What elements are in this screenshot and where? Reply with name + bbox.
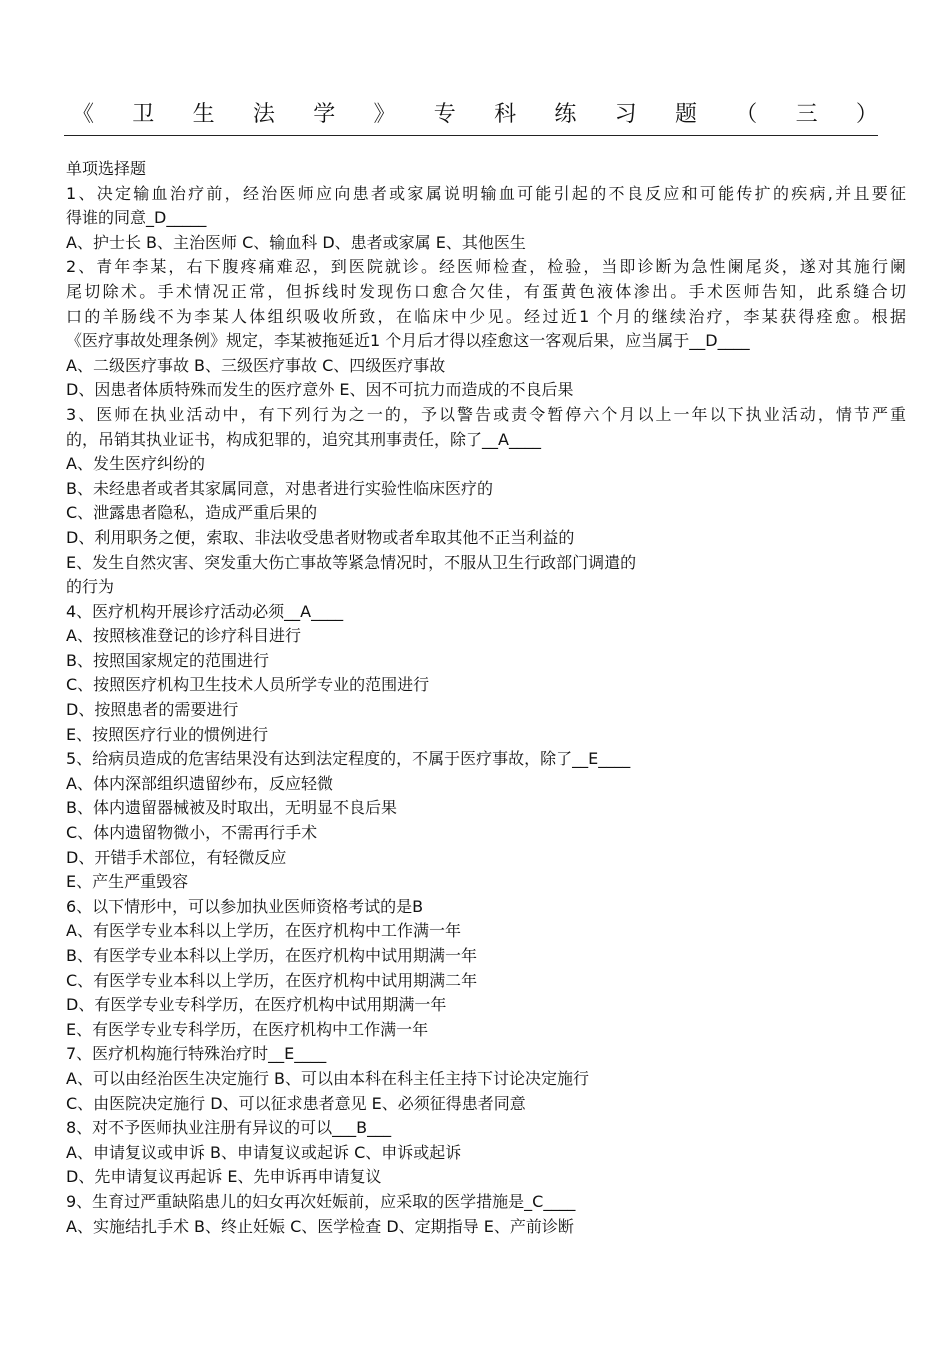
answer-option: D、按照患者的需要进行: [66, 700, 239, 720]
answer-options: A、护士长 B、主治医师 C、输血科 D、患者或家属 E、其他医生: [66, 232, 526, 252]
title-char: 《: [72, 101, 95, 127]
title-char: 三: [795, 101, 818, 127]
title-char: 科: [494, 101, 517, 127]
answer-option: E、有医学专业专科学历，在医疗机构中工作满一年: [66, 1019, 429, 1039]
question-text: 9、生育过严重缺陷患儿的妇女再次妊娠前，应采取的医学措施是_C____: [66, 1191, 576, 1211]
title-char: （: [735, 101, 758, 127]
answer-options: A、申请复议或申诉 B、申请复议或起诉 C、申诉或起诉: [66, 1142, 462, 1162]
document-title: [72, 96, 878, 128]
question-text: 4、医疗机构开展诊疗活动必须__A____: [66, 601, 344, 621]
title-char: 生: [192, 101, 215, 127]
answer-option: E、产生严重毁容: [66, 872, 189, 892]
answer-option: C、体内遗留物微小，不需再行手术: [66, 823, 318, 843]
answer-option: E、发生自然灾害、突发重大伤亡事故等紧急情况时，不服从卫生行政部门调遣的: [66, 552, 637, 572]
question-text: 6、以下情形中，可以参加执业医师资格考试的是B: [66, 896, 424, 916]
document-body: [66, 157, 906, 1239]
title-char: 法: [252, 101, 275, 127]
answer-option: D、利用职务之便，索取、非法收受患者财物或者牟取其他不正当利益的: [66, 527, 575, 547]
title-divider: [64, 135, 878, 136]
question-text: 《医疗事故处理条例》规定，李某被拖延近1 个月后才得以痊愈这一客观后果，应当属于__D____: [66, 331, 750, 351]
answer-option: A、体内深部组织遗留纱布，反应轻微: [66, 773, 333, 793]
answer-option: B、按照国家规定的范围进行: [66, 650, 269, 670]
answer-option: C、按照医疗机构卫生技术人员所学专业的范围进行: [66, 675, 430, 695]
answer-option: B、有医学专业本科以上学历，在医疗机构中试用期满一年: [66, 946, 477, 965]
answer-options: A、二级医疗事故 B、三级医疗事故 C、四级医疗事故: [66, 355, 446, 375]
answer-option: D、开错手术部位，有轻微反应: [66, 847, 287, 867]
section-heading: 单项选择题: [66, 159, 147, 178]
title-char: ）: [855, 101, 878, 127]
answer-option: C、泄露患者隐私，造成严重后果的: [66, 503, 318, 523]
question-text: 的，吊销其执业证书，构成犯罪的，追究其刑事责任，除了__A____: [66, 429, 541, 449]
question-text: 尾切除术。手术情况正常，但拆线时发现伤口愈合欠佳，有蛋黄色液体渗出。手术医师告知，此系缝合切: [66, 281, 906, 301]
answer-option: D、有医学专业专科学历，在医疗机构中试用期满一年: [66, 995, 447, 1015]
answer-option-continuation: 的行为: [66, 577, 115, 597]
answer-options: C、由医院决定施行 D、可以征求患者意见 E、必须征得患者同意: [66, 1093, 526, 1113]
question-text: 7、医疗机构施行特殊治疗时__E____: [66, 1044, 327, 1064]
answer-options: A、可以由经治医生决定施行 B、可以由本科在科主任主持下讨论决定施行: [66, 1068, 590, 1088]
question-text: 2、青年李某，右下腹疼痛难忍，到医院就诊。经医师检查，检验，当即诊断为急性阑尾炎，遂对其施行阑: [66, 257, 906, 277]
question-text: 8、对不予医师执业注册有异议的可以___B___: [66, 1118, 392, 1138]
answer-option: A、按照核准登记的诊疗科目进行: [66, 626, 301, 646]
title-char: 题: [674, 101, 697, 127]
answer-option: A、有医学专业本科以上学历，在医疗机构中工作满一年: [66, 921, 461, 941]
answer-option: B、体内遗留器械被及时取出，无明显不良后果: [66, 798, 397, 818]
answer-option: A、发生医疗纠纷的: [66, 454, 205, 474]
title-char: 练: [554, 101, 577, 127]
answer-option: E、按照医疗行业的惯例进行: [66, 724, 269, 744]
question-text: 口的羊肠线不为李某人体组织吸收所致，在临床中少见。经过近1 个月的继续治疗，李某获得痊愈。根据: [66, 306, 906, 326]
question-text: 3、医师在执业活动中，有下列行为之一的，予以警告或责令暂停六个月以上一年以下执业活动，情节严重: [66, 404, 906, 424]
question-text: 5、给病员造成的危害结果没有达到法定程度的，不属于医疗事故，除了__E____: [66, 749, 631, 769]
answer-option: B、未经患者或者其家属同意，对患者进行实验性临床医疗的: [66, 478, 493, 498]
title-char: 》: [373, 101, 396, 127]
answer-options: A、实施结扎手术 B、终止妊娠 C、医学检查 D、定期指导 E、产前诊断: [66, 1216, 574, 1236]
question-text: 得谁的同意_D_____: [66, 208, 207, 228]
answer-options: D、因患者体质特殊而发生的医疗意外 E、因不可抗力而造成的不良后果: [66, 380, 574, 400]
answer-options: D、先申请复议再起诉 E、先申诉再申请复议: [66, 1167, 382, 1187]
answer-option: C、有医学专业本科以上学历，在医疗机构中试用期满二年: [66, 970, 478, 990]
title-char: 学: [313, 101, 336, 127]
question-text: 1、决定输血治疗前，经治医师应向患者或家属说明输血可能引起的不良反应和可能传扩的疾病,并且要征: [66, 183, 906, 203]
title-char: 专: [433, 101, 456, 127]
title-char: 习: [614, 101, 637, 127]
title-char: 卫: [132, 101, 155, 127]
